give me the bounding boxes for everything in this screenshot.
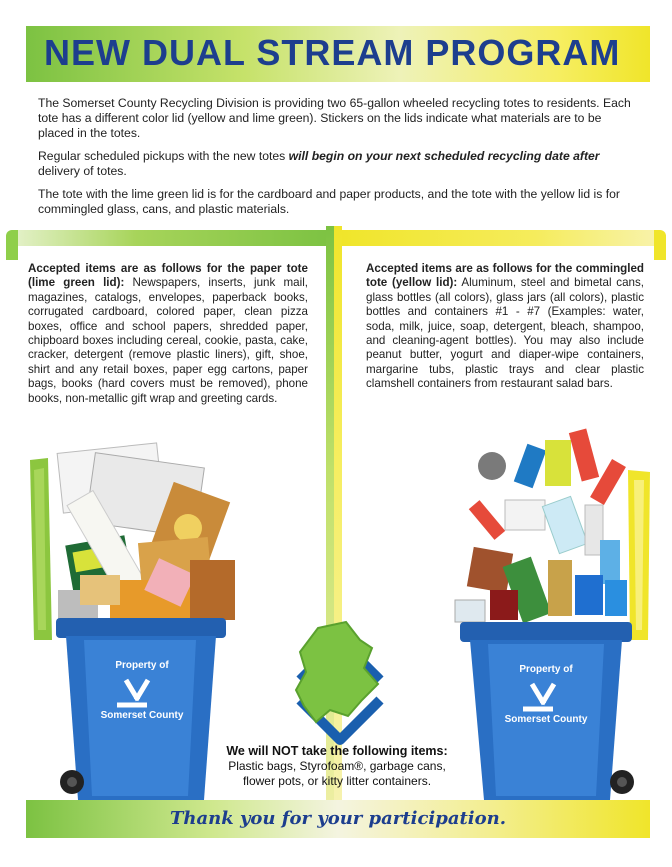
paper-products-pile — [57, 443, 235, 630]
intro-paragraph-2: Regular scheduled pickups with the new totes will begin on your next scheduled recycling date after delivery of totes. — [38, 149, 600, 178]
commingled-tote-heading: Accepted items are as follows for the commingled tote (yellow lid): — [366, 262, 644, 290]
commingled-tote-lid — [628, 470, 650, 640]
paper-tote-items: Newspapers, inserts, junk mail, magazines, catalogs, envelopes, paperback books, corrugated cardboard, colored paper, clean pizza boxes, office and school papers, shredded paper, chipboard boxes including cereal, cookie, pasta, cake, cracker, detergent (remove plastic liners), gift, shoe, shirt and any retail boxes, paper egg cartons, paper bags, books (hard covers must be removed), phone books, non-metallic gift wrap and greeting cards. — [28, 276, 308, 405]
start-date-emphasis: will begin on your next scheduled recycling date after — [288, 149, 600, 163]
intro-paragraph-1: The Somerset County Recycling Division is providing two 65-gallon wheeled recycling totes to residents. Each tote has a different color lid (yellow and lime green). Stickers on the lids indicate what materials are to be placed in the totes. — [38, 96, 631, 140]
thank-you-message: Thank you for your participation. — [169, 808, 507, 829]
paper-tote-lid — [30, 458, 52, 640]
page-title: NEW DUAL STREAM PROGRAM — [44, 32, 621, 73]
left-bin-label: Property of Somerset County — [100, 660, 184, 721]
footer-banner — [26, 800, 650, 838]
commingled-containers-pile — [455, 429, 627, 624]
excluded-items-heading: We will NOT take the following items: — [226, 744, 448, 758]
somerset-county-map-icon — [296, 622, 378, 722]
commingled-tote-items: Aluminum, steel and bimetal cans, glass bottles (all colors), glass jars (all colors), plastic bottles and containers #1 - #7 (Examples: water, soda, milk, juice, soap, detergent, bleach, shampoo, and cleaning-agent bottles). You may also include peanut butter, yogurt and diaper-wipe containers, margarine tubs, plastic trays and clear plastic clamshell containers from restaurant salad bars. — [366, 276, 644, 391]
intro-paragraph-3: The tote with the lime green lid is for the cardboard and paper products, and the tote with the yellow lid is for commingled glass, cans, and plastic materials. — [38, 187, 620, 216]
excluded-items-notice — [212, 744, 462, 789]
paper-tote-heading: Accepted items are as follows for the paper tote (lime green lid): — [28, 262, 308, 290]
right-bin-label: Property of Somerset County — [504, 664, 588, 725]
excluded-items-list: Plastic bags, Styrofoam®, garbage cans, flower pots, or kitty litter containers. — [228, 759, 446, 788]
